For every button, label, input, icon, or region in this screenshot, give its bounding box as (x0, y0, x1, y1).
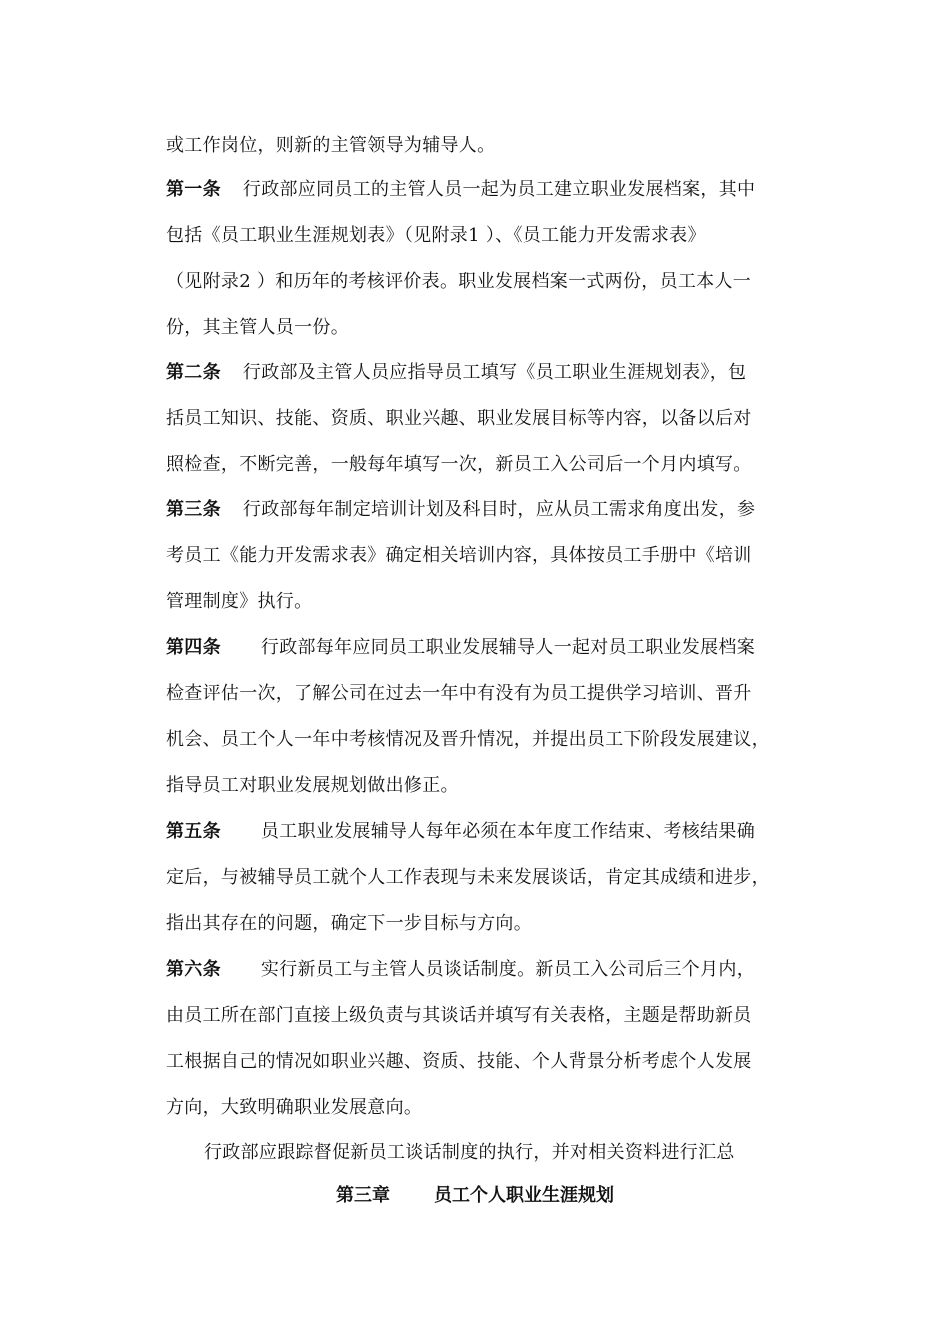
paragraph-line: 机会、员工个人一年中考核情况及晋升情况，并提出员工下阶段发展建议， (166, 729, 770, 750)
chapter-title: 员工个人职业生涯规划 (434, 1185, 614, 1206)
article-text: 行政部应同员工的主管人员一起为员工建立职业发展档案，其中 (242, 179, 756, 200)
paragraph-line: 考员工《能力开发需求表》确定相关培训内容，具体按员工手册中《培训 (166, 545, 752, 566)
paragraph-line: 管理制度》执行。 (166, 591, 313, 612)
paragraph-line: 指导员工对职业发展规划做出修正。 (166, 775, 459, 796)
article-text: 行政部每年应同员工职业发展辅导人一起对员工职业发展档案 (260, 637, 756, 658)
article-6 (166, 958, 755, 982)
paragraph-line: 检查评估一次，了解公司在过去一年中有没有为员工提供学习培训、晋升 (166, 683, 752, 704)
paragraph-line: 括员工知识、技能、资质、职业兴趣、职业发展目标等内容，以备以后对 (166, 408, 752, 429)
paragraph-line: 照检查，不断完善，一般每年填写一次，新员工入公司后一个月内填写。 (166, 454, 752, 475)
chapter-number: 第三章 (336, 1185, 390, 1206)
article-2 (166, 361, 746, 385)
paragraph-line: 由员工所在部门直接上级负责与其谈话并填写有关表格，主题是帮助新员 (166, 1005, 752, 1026)
article-label: 第六条 (166, 959, 221, 980)
article-label: 第一条 (166, 179, 221, 200)
paragraph-line: 包括《员工职业生涯规划表》（见附录1 ）、《员工能力开发需求表》 (166, 225, 706, 246)
paragraph-line: （见附录2 ）和历年的考核评价表。职业发展档案一式两份，员工本人一 (166, 271, 752, 292)
article-label: 第二条 (166, 362, 221, 383)
paragraph-line: 或工作岗位，则新的主管领导为辅导人。 (166, 135, 496, 156)
article-text: 员工职业发展辅导人每年必须在本年度工作结束、考核结果确 (260, 821, 756, 842)
article-text: 实行新员工与主管人员谈话制度。新员工入公司后三个月内， (260, 959, 756, 980)
paragraph-line: 方向，大致明确职业发展意向。 (166, 1097, 423, 1118)
paragraph-line: 定后，与被辅导员工就个人工作表现与未来发展谈话，肯定其成绩和进步， (166, 867, 770, 888)
article-label: 第五条 (166, 821, 221, 842)
article-label: 第四条 (166, 637, 221, 658)
paragraph-line: 份，其主管人员一份。 (166, 317, 349, 338)
article-5 (166, 820, 755, 844)
article-label: 第三条 (166, 499, 221, 520)
paragraph-line: 工根据自己的情况如职业兴趣、资质、技能、个人背景分析考虑个人发展 (166, 1051, 752, 1072)
article-4 (166, 636, 755, 660)
note-line: 行政部应跟踪督促新员工谈话制度的执行，并对相关资料进行汇总 (204, 1142, 735, 1163)
article-3 (166, 498, 755, 522)
article-1 (166, 178, 755, 202)
paragraph-line: 指出其存在的问题，确定下一步目标与方向。 (166, 913, 532, 934)
article-text: 行政部及主管人员应指导员工填写《员工职业生涯规划表》，包 (242, 362, 747, 383)
article-text: 行政部每年制定培训计划及科目时，应从员工需求角度出发，参 (242, 499, 756, 520)
chapter-heading (0, 1184, 950, 1208)
